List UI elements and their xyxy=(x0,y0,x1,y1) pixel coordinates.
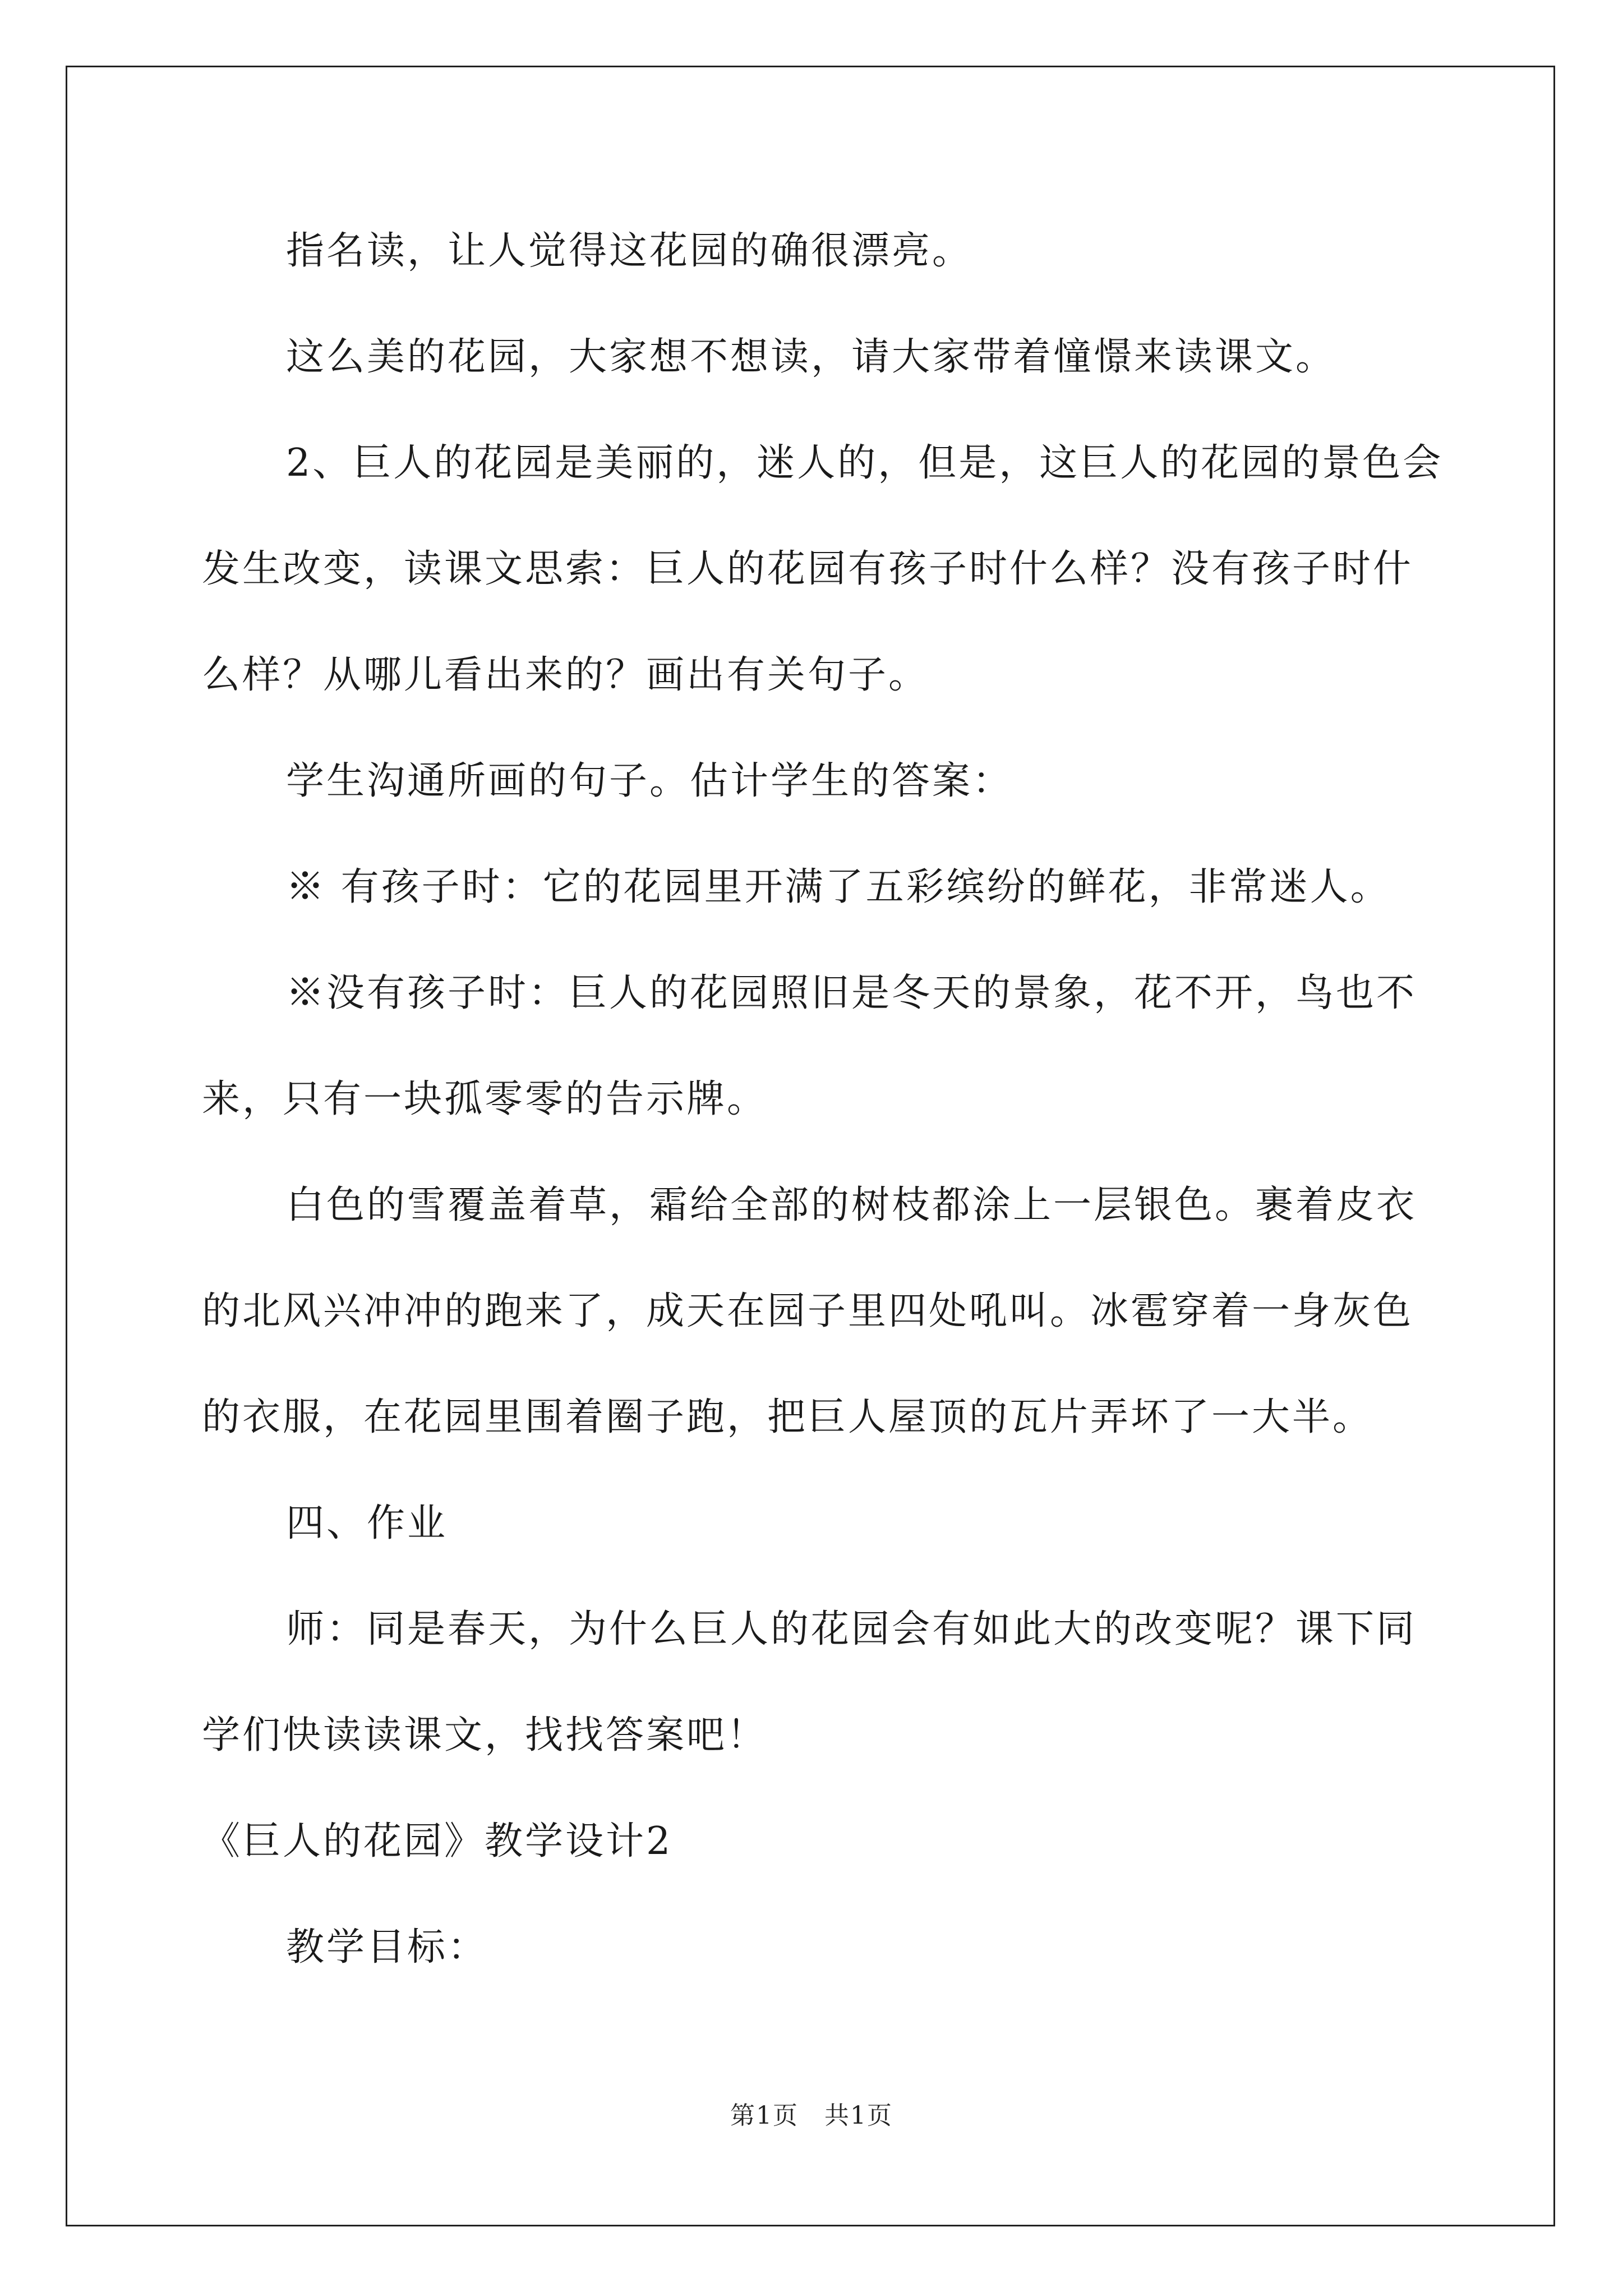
section-heading: 教学目标： xyxy=(286,1925,488,1970)
text-line: 学们快读读课文，找找答案吧！ xyxy=(202,1713,768,1757)
text-line: ※ 有孩子时：它的花园里开满了五彩缤纷的鲜花，非常迷人。 xyxy=(286,865,1391,909)
text-line: 发生改变，读课文思索：巨人的花园有孩子时什么样？没有孩子时什 xyxy=(202,547,1414,591)
text-line: 的衣服，在花园里围着圈子跑，把巨人屋顶的瓦片弄坏了一大半。 xyxy=(202,1395,1373,1439)
text-line: 学生沟通所画的句子。估计学生的答案： xyxy=(286,759,1013,803)
text-line: 来，只有一块孤零零的告示牌。 xyxy=(202,1077,768,1121)
page-border xyxy=(66,66,1555,2226)
text-line: 2、巨人的花园是美丽的，迷人的，但是，这巨人的花园的景色会 xyxy=(286,441,1444,485)
text-line: 么样？从哪儿看出来的？画出有关句子。 xyxy=(202,653,929,697)
text-line: 白色的雪覆盖着草，霜给全部的树枝都涂上一层银色。裹着皮衣 xyxy=(286,1183,1417,1227)
text-line: 指名读，让人觉得这花园的确很漂亮。 xyxy=(286,229,973,273)
text-line: ※没有孩子时：巨人的花园照旧是冬天的景象，花不开，鸟也不 xyxy=(286,971,1417,1015)
text-line: 这么美的花园，大家想不想读，请大家带着憧憬来读课文。 xyxy=(286,335,1336,379)
section-heading: 四、作业 xyxy=(286,1501,448,1545)
text-line: 师：同是春天，为什么巨人的花园会有如此大的改变呢？课下同 xyxy=(286,1607,1417,1651)
document-title: 《巨人的花园》教学设计2 xyxy=(202,1819,673,1864)
page-number-footer: 第1页 共1页 xyxy=(730,2101,893,2130)
text-line: 的北风兴冲冲的跑来了，成天在园子里四处吼叫。冰雹穿着一身灰色 xyxy=(202,1289,1414,1333)
